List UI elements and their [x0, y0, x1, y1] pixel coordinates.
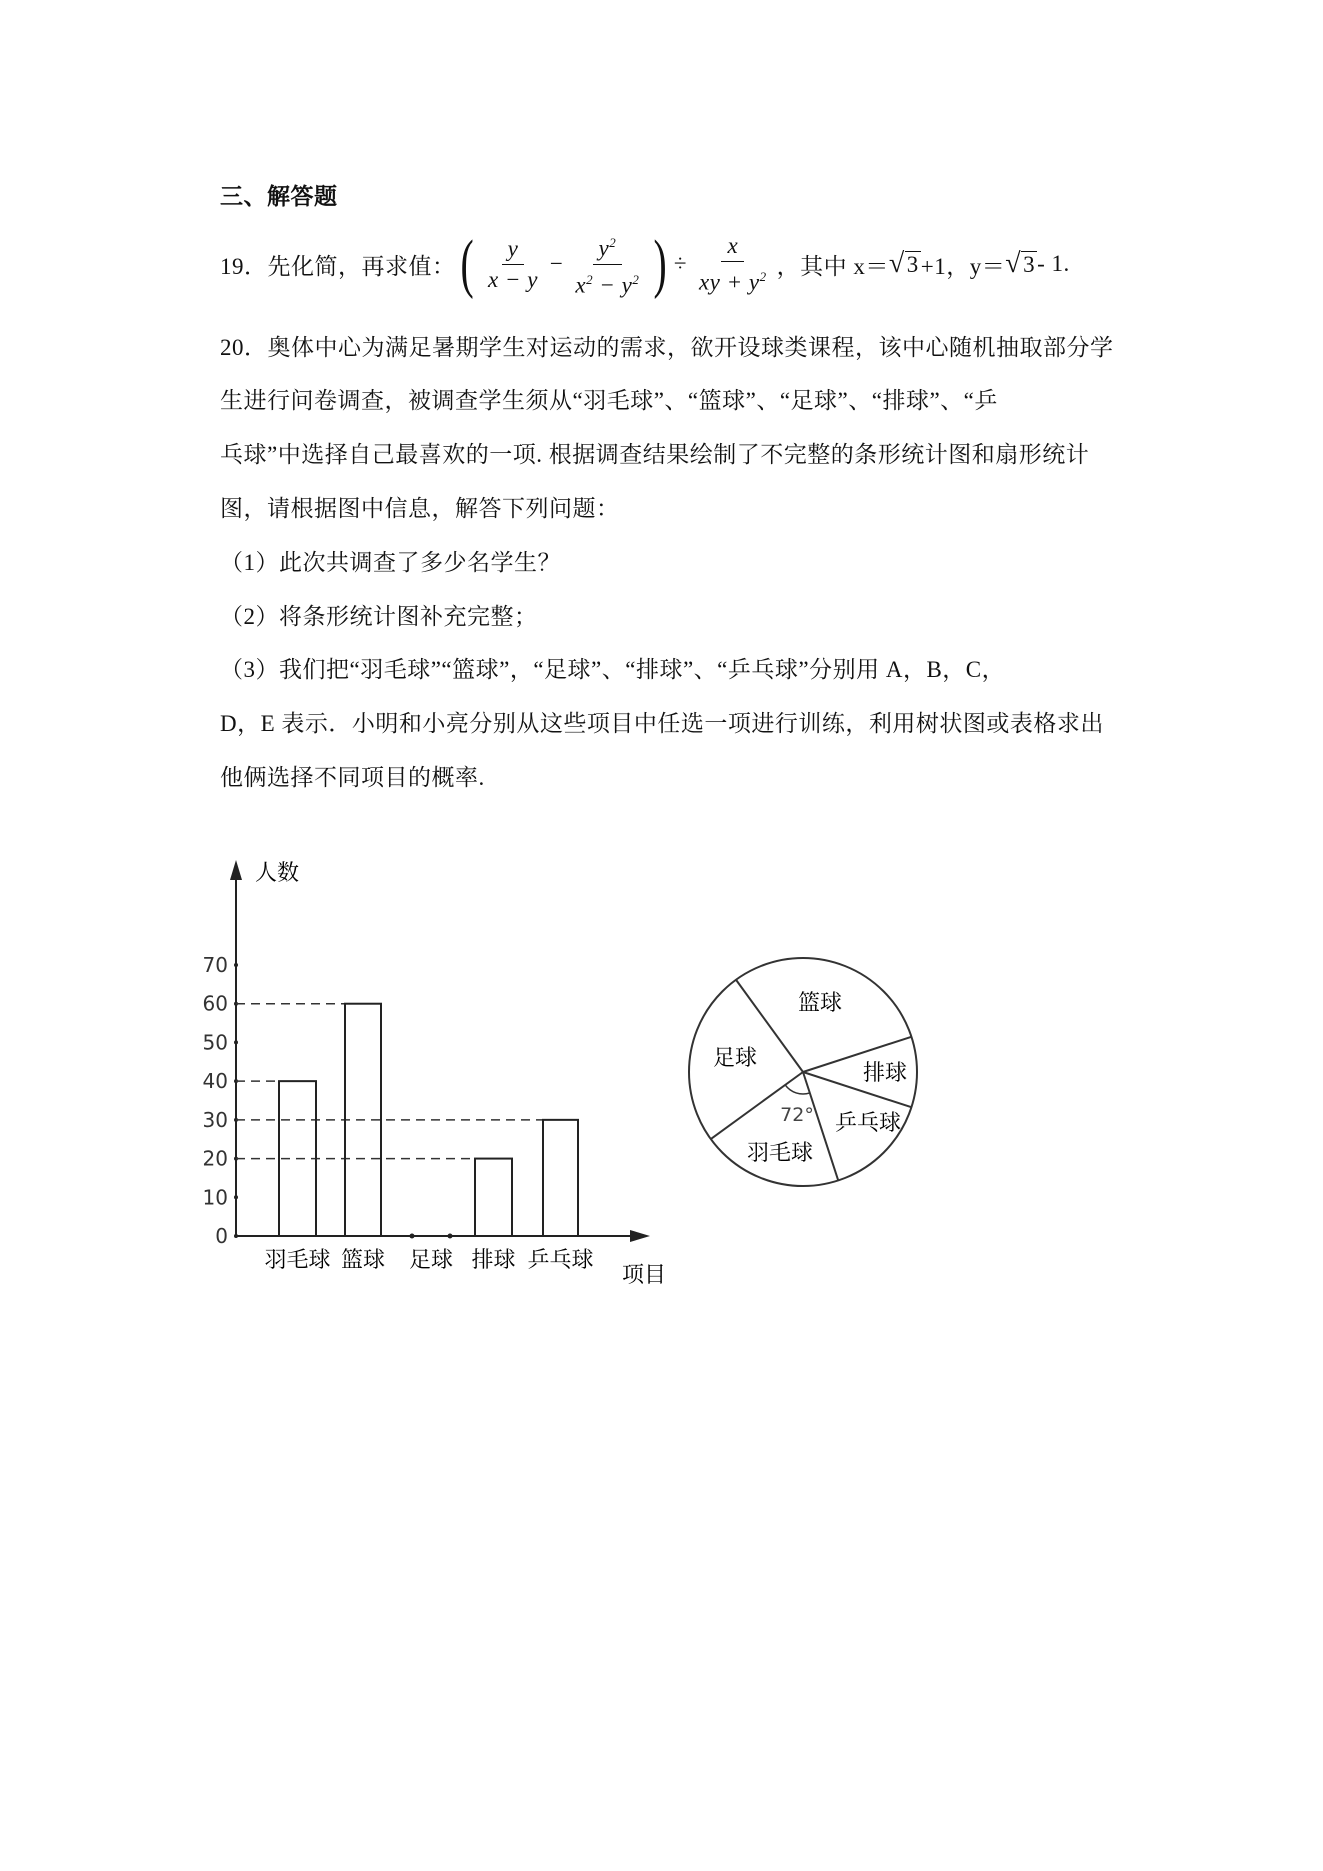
- y-tick: [234, 1040, 238, 1044]
- y-tick-label: 10: [202, 1185, 228, 1210]
- sqrt-icon: √: [888, 248, 905, 279]
- x-tick-label: 足球: [408, 1248, 454, 1273]
- bar-placeholder-dot: [448, 1234, 453, 1239]
- pie-chart: [689, 958, 917, 1186]
- f3-den: xy + y: [698, 269, 760, 295]
- x-tick-label: 乒乓球: [527, 1248, 594, 1273]
- section-heading: 三、解答题: [220, 184, 338, 209]
- q20-line: （2）将条形统计图补充完整；: [220, 604, 538, 629]
- f1-den: x − y: [487, 266, 538, 292]
- cond-end: - 1.: [1037, 251, 1070, 276]
- bar-chart: [203, 860, 666, 1288]
- y-tick: [234, 1195, 238, 1199]
- f2-den-sup2: 2: [632, 271, 640, 287]
- angle-label: 72°: [780, 1104, 814, 1126]
- q20-line: （3）我们把“羽毛球”“篮球”，“足球”、“排球”、“乒乓球”分别用 A，B，C，: [220, 657, 1006, 682]
- pie-slice-label: 篮球: [797, 991, 843, 1016]
- q20-line: 乓球”中选择自己最喜欢的一项. 根据调查结果绘制了不完整的条形统计图和扇形统计: [220, 442, 1090, 467]
- x-tick-label: 羽毛球: [264, 1248, 331, 1273]
- f3-num: x: [721, 231, 744, 262]
- q20-line: 20．奥体中心为满足暑期学生对运动的需求，欲开设球类课程，该中心随机抽取部分学: [220, 335, 1114, 360]
- y-tick-label: 20: [202, 1146, 228, 1171]
- bar: [543, 1120, 578, 1236]
- left-paren: (: [459, 227, 474, 300]
- q20-line: D，E 表示．小明和小亮分别从这些项目中任选一项进行训练，利用树状图或表格求出: [220, 711, 1104, 736]
- minus-sign: −: [549, 251, 564, 276]
- pie-slice-label: 排球: [862, 1061, 908, 1086]
- y-tick: [234, 963, 238, 967]
- f2-den-sup1: 2: [586, 271, 594, 287]
- y-tick-label: 40: [202, 1069, 228, 1094]
- y-tick-label: 70: [202, 953, 228, 977]
- f2-den-a: x: [575, 272, 587, 298]
- pie-slice-label: 乒乓球: [834, 1111, 902, 1136]
- f2-num: y: [598, 235, 610, 261]
- bar: [475, 1159, 512, 1236]
- y-tick-label: 60: [202, 991, 228, 1016]
- f2-num-sup: 2: [609, 234, 617, 250]
- bar-placeholder-dot: [410, 1234, 415, 1239]
- pie-slice-label: 足球: [712, 1046, 758, 1071]
- cond-prefix: ，其中 x＝: [776, 253, 889, 279]
- sqrt2: 3: [1023, 251, 1036, 277]
- y-axis-label: 人数: [255, 861, 300, 886]
- y-tick-label: 50: [202, 1030, 228, 1055]
- f2-den-b: − y: [593, 272, 633, 298]
- x-tick-label: 篮球: [340, 1248, 386, 1273]
- y-tick-label: 0: [215, 1224, 228, 1248]
- y-tick: [234, 1234, 238, 1238]
- sqrt-icon: √: [1005, 248, 1022, 279]
- x-tick-label: 排球: [471, 1248, 516, 1273]
- q19-prefix: 19．先化简，再求值：: [220, 253, 456, 279]
- right-paren: ): [653, 227, 668, 300]
- pie-slice-label: 羽毛球: [746, 1141, 814, 1166]
- q20-line: （1）此次共调查了多少名学生？: [220, 550, 561, 575]
- x-axis-label: 项目: [622, 1263, 667, 1288]
- angle-arc: [785, 1085, 810, 1094]
- q20-line: 他俩选择不同项目的概率.: [220, 765, 485, 790]
- cond-mid: +1，y＝: [920, 253, 1006, 279]
- y-axis-arrow: [230, 860, 242, 880]
- divide-sign: ÷: [673, 251, 687, 276]
- y-tick-label: 30: [202, 1107, 228, 1132]
- f1-num: y: [502, 234, 525, 265]
- f3-den-sup: 2: [759, 268, 767, 284]
- x-axis-arrow: [630, 1230, 650, 1242]
- q20-line: 生进行问卷调查，被调查学生须从“羽毛球”、“篮球”、“足球”、“排球”、“乒: [220, 388, 998, 413]
- q20-line: 图，请根据图中信息，解答下列问题：: [220, 496, 620, 521]
- sqrt1: 3: [906, 251, 919, 277]
